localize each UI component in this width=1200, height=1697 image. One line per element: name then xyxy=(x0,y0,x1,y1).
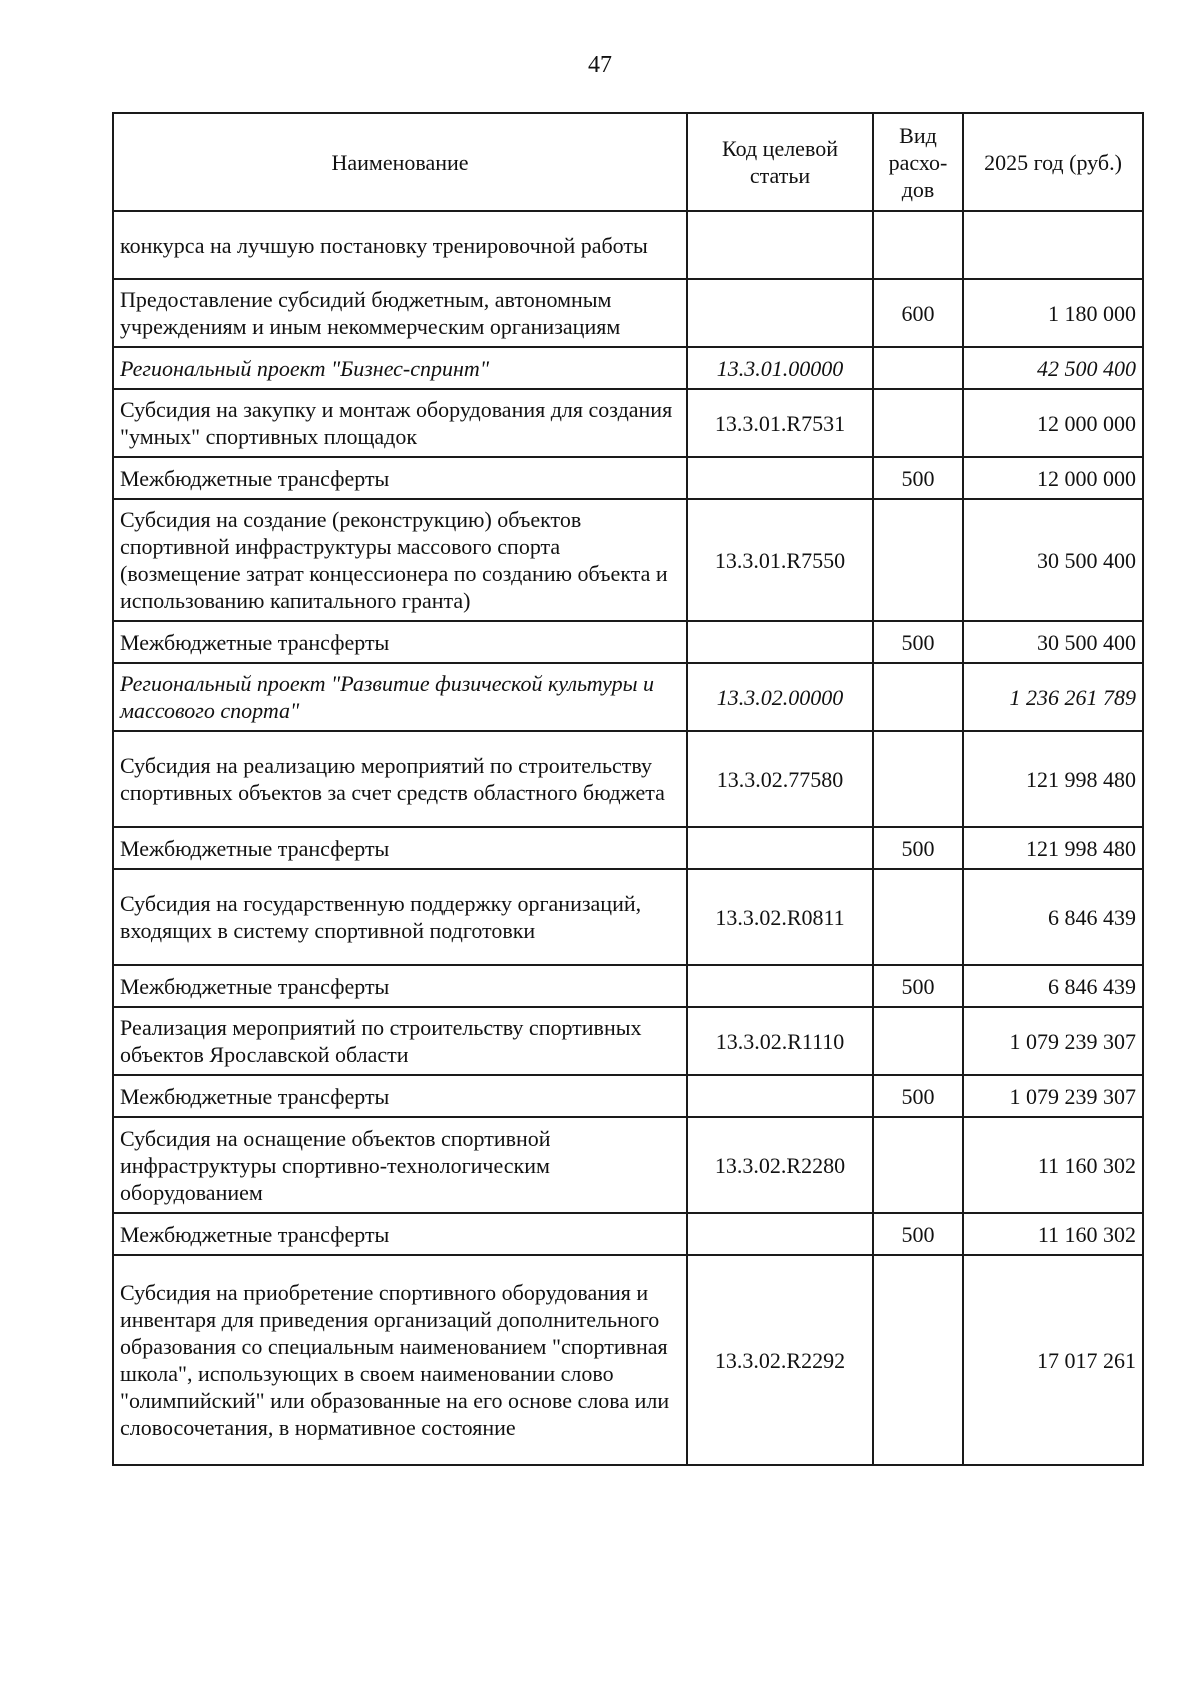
row-amount: 121 998 480 xyxy=(963,827,1143,869)
table-row xyxy=(113,279,1143,347)
row-name: конкурса на лучшую постановку тренировочной работы xyxy=(113,211,687,279)
row-name: Реализация мероприятий по строительству спортивных объектов Ярославской области xyxy=(113,1007,687,1075)
table-row xyxy=(113,457,1143,499)
row-amount xyxy=(963,211,1143,279)
table-row xyxy=(113,1255,1143,1465)
budget-table xyxy=(112,112,1144,1466)
page-number: 47 xyxy=(588,52,612,78)
row-kind xyxy=(873,731,963,827)
row-code: 13.3.02.77580 xyxy=(687,731,873,827)
table-row xyxy=(113,389,1143,457)
table-row-project xyxy=(113,663,1143,731)
table-row xyxy=(113,965,1143,1007)
row-amount: 1 236 261 789 xyxy=(963,663,1143,731)
table-row xyxy=(113,1075,1143,1117)
row-amount: 6 846 439 xyxy=(963,869,1143,965)
row-name: Субсидия на приобретение спортивного оборудования и инвентаря для приведения организаций дополнительного образования со специальным наименованием "спортивная школа", использующих в своем наименовании слово "олимпийский" или образованные на его основе слова или словосочетания, в нормативное состояние xyxy=(113,1255,687,1465)
row-name: Межбюджетные трансферты xyxy=(113,827,687,869)
header-kind: Вид расхо-дов xyxy=(873,113,963,211)
row-name: Субсидия на государственную поддержку организаций, входящих в систему спортивной подготовки xyxy=(113,869,687,965)
row-amount: 1 079 239 307 xyxy=(963,1007,1143,1075)
row-name: Субсидия на реализацию мероприятий по строительству спортивных объектов за счет средств областного бюджета xyxy=(113,731,687,827)
row-amount: 30 500 400 xyxy=(963,621,1143,663)
row-kind xyxy=(873,1117,963,1213)
table-header-row xyxy=(113,113,1143,211)
row-name: Региональный проект "Развитие физической культуры и массового спорта" xyxy=(113,663,687,731)
row-code xyxy=(687,279,873,347)
row-amount: 6 846 439 xyxy=(963,965,1143,1007)
row-kind: 500 xyxy=(873,621,963,663)
row-kind xyxy=(873,869,963,965)
row-amount: 1 180 000 xyxy=(963,279,1143,347)
row-code xyxy=(687,211,873,279)
table-row xyxy=(113,731,1143,827)
table-row xyxy=(113,1117,1143,1213)
row-name: Субсидия на создание (реконструкцию) объектов спортивной инфраструктуры массового спорта (возмещение затрат концессионера по созданию объекта и использованию капитального гранта) xyxy=(113,499,687,621)
row-kind: 500 xyxy=(873,1213,963,1255)
row-name: Субсидия на оснащение объектов спортивной инфраструктуры спортивно-технологическим оборудованием xyxy=(113,1117,687,1213)
row-kind xyxy=(873,499,963,621)
row-code: 13.3.02.R2280 xyxy=(687,1117,873,1213)
row-code: 13.3.02.R2292 xyxy=(687,1255,873,1465)
row-code: 13.3.01.R7531 xyxy=(687,389,873,457)
row-kind xyxy=(873,1007,963,1075)
table-row xyxy=(113,1007,1143,1075)
row-code xyxy=(687,1075,873,1117)
row-code xyxy=(687,965,873,1007)
row-kind xyxy=(873,211,963,279)
row-name: Межбюджетные трансферты xyxy=(113,621,687,663)
row-kind xyxy=(873,1255,963,1465)
row-code xyxy=(687,1213,873,1255)
row-name: Межбюджетные трансферты xyxy=(113,1213,687,1255)
row-amount: 12 000 000 xyxy=(963,457,1143,499)
row-code: 13.3.01.00000 xyxy=(687,347,873,389)
row-kind: 500 xyxy=(873,1075,963,1117)
row-code xyxy=(687,621,873,663)
row-kind: 600 xyxy=(873,279,963,347)
table-row xyxy=(113,499,1143,621)
row-amount: 30 500 400 xyxy=(963,499,1143,621)
row-amount: 1 079 239 307 xyxy=(963,1075,1143,1117)
row-name: Межбюджетные трансферты xyxy=(113,965,687,1007)
row-code xyxy=(687,457,873,499)
row-name: Межбюджетные трансферты xyxy=(113,1075,687,1117)
table-row-project xyxy=(113,347,1143,389)
row-kind: 500 xyxy=(873,965,963,1007)
row-amount: 11 160 302 xyxy=(963,1213,1143,1255)
header-amount: 2025 год (руб.) xyxy=(963,113,1143,211)
row-name: Региональный проект "Бизнес-спринт" xyxy=(113,347,687,389)
row-kind: 500 xyxy=(873,827,963,869)
header-name: Наименование xyxy=(113,113,687,211)
row-name: Субсидия на закупку и монтаж оборудования для создания "умных" спортивных площадок xyxy=(113,389,687,457)
header-code: Код целевой статьи xyxy=(687,113,873,211)
row-kind xyxy=(873,663,963,731)
table-row xyxy=(113,621,1143,663)
row-amount: 121 998 480 xyxy=(963,731,1143,827)
row-code xyxy=(687,827,873,869)
row-amount: 17 017 261 xyxy=(963,1255,1143,1465)
row-name: Предоставление субсидий бюджетным, автономным учреждениям и иным некоммерческим организациям xyxy=(113,279,687,347)
table-row xyxy=(113,869,1143,965)
row-name: Межбюджетные трансферты xyxy=(113,457,687,499)
row-kind: 500 xyxy=(873,457,963,499)
row-kind xyxy=(873,389,963,457)
row-amount: 11 160 302 xyxy=(963,1117,1143,1213)
row-code: 13.3.02.00000 xyxy=(687,663,873,731)
table-row xyxy=(113,1213,1143,1255)
row-code: 13.3.02.R0811 xyxy=(687,869,873,965)
row-code: 13.3.02.R1110 xyxy=(687,1007,873,1075)
table-row xyxy=(113,827,1143,869)
row-kind xyxy=(873,347,963,389)
row-code: 13.3.01.R7550 xyxy=(687,499,873,621)
row-amount: 42 500 400 xyxy=(963,347,1143,389)
row-amount: 12 000 000 xyxy=(963,389,1143,457)
table-row xyxy=(113,211,1143,279)
